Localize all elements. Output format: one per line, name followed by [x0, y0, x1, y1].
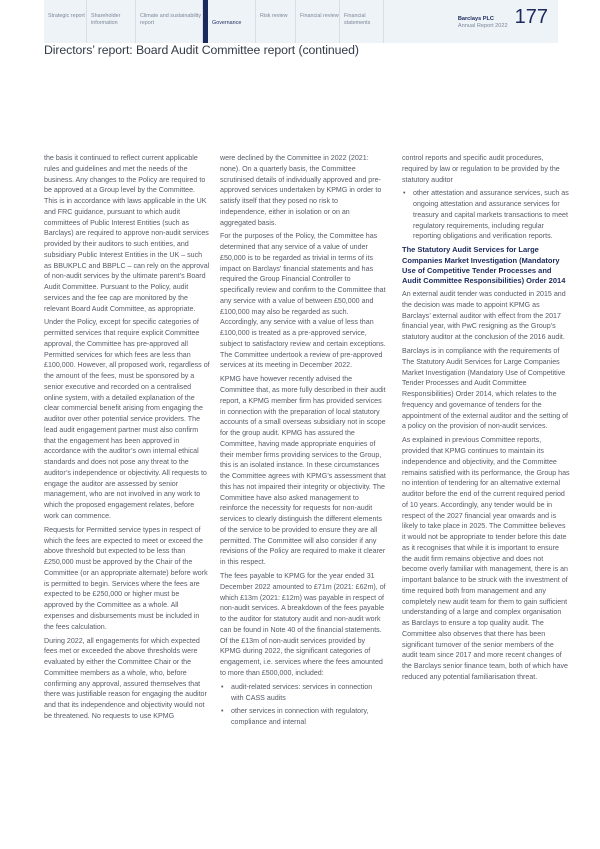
- nav-label: Governance: [212, 20, 242, 26]
- paragraph: Under the Policy, except for specific categories of permitted services that require explicit Committee approval, the Committee has pre-approved all Permitted services for which fees are less than £100,000. However, all proposed work, regardless of the amount of the fees, must be sponsored by a senior executive and recorded on a centralised online system, with a detailed explanation of the clear commercial benefit arising from engaging the auditor over other potential service providers. The lead audit engagement partner must also confirm that the engagement has been approved in accordance with the auditor’s own internal ethical standards and does not pose any threat to the auditor’s independence or objectivity. All requests to engage the auditor are assessed by senior management, who are not involved in any work to which the proposed engagement relates, before work can commence.: [44, 318, 210, 520]
- section-nav: [44, 0, 558, 43]
- nav-label: Financial review: [300, 13, 339, 19]
- bullet-item: • other attestation and assurance services, such as ongoing attestation and assurance services for treasury and capital markets transactions to meet regulatory requirements, including regular reporting obligations and verification reports.: [402, 188, 570, 242]
- paragraph: KPMG have however recently advised the Committee that, as more fully described in their audit report, a KPMG member firm has provided services in connection with the preparation of local statutory accounts of a small overseas subsidiary not in scope for the group audit. KPMG has assured the Committee, having made appropriate enquiries of their member firms providing services to the Group, this is an isolated instance. In these circumstances the Committee agrees with KPMG’s assessment that this has not impaired their integrity or objectivity. The Committee have also asked management to reinforce the necessity for requests for non-audit services to clearly distinguish the different elements of the service to be provided to ensure they are all permitted. The Committee will also consider if any revisions of the Policy are required to make it clearer in this respect.: [220, 375, 386, 567]
- paragraph: The fees payable to KPMG for the year ended 31 December 2022 amounted to £71m (2021: £62m), of which £13m (2021: £12m) was payable in respect of non-audit services. A breakdown of the fees payable to the auditor for statutory audit and non-audit work can be found in Note 40 of the financial statements. Of the £13m of non-audit services provided by KPMG during 2022, the significant categories of engagement, i.e. services where the fees amounted to more than £500,000, included:: [220, 572, 386, 677]
- column-1: [44, 153, 210, 725]
- company-name: Barclays PLC: [457, 16, 494, 22]
- paragraph: Requests for Permitted service types in respect of which the fees are expected to meet or exceed the above threshold but expected to be less than £250,000 must be approved by the Chair of the Committee (or an appropriate alternate) before work is permitted to begin. Services where the fees are expected to be £250,000 or higher must be approved by the Committee as a whole. All expenses and disbursements must be included in the fees calculation.: [44, 525, 208, 631]
- paragraph: the basis it continued to reflect current applicable rules and guidelines and met the needs of the business. Any changes to the Policy are required to be approved at a Group level by the Committee. This is in accordance with laws applicable in the UK and FRC guidance, pursuant to which audit committees of Public Interest Entities (such as Barclays) are required to approve non-audit services provided by their auditors to such entities, and subsidiary Public Interest Entities in the UK – such as BBUKPLC and BBPLC – can rely on the approval of non-audit services by the ultimate parent’s Board Audit Committee. Pursuant to the Policy, audit services and the fee cap are monitored by the relevant Board Audit Committee, as appropriate.: [44, 154, 210, 313]
- paragraph: were declined by the Committee in 2022 (2021: none). On a quarterly basis, the Committee scrutinised details of individually approved and pre-approved services undertaken by KPMG in order to satisfy itself that they posed no risk to independence, either in isolation or on an aggregated basis.: [220, 154, 382, 227]
- section-heading: The Statutory Audit Services for Large Companies Market Investigation (Mandatory Use of Competitive Tender Processes and Audit Committee Responsibilities) Order 2014: [402, 245, 566, 285]
- nav-tab-risk-review[interactable]: [256, 0, 296, 43]
- column-2: [220, 153, 386, 731]
- bullet-item: • audit-related services: services in connection with CASS audits: [220, 682, 386, 704]
- report-name: Annual Report 2022: [457, 23, 508, 29]
- report-identity: [458, 16, 508, 30]
- paragraph: Barclays is in compliance with the requirements of The Statutory Audit Services for Large Companies Market Investigation (Mandatory Use of Competitive Tender Processes and Audit Committee Responsibilities) Order 2014, which relates to the frequency and governance of tenders for the appointment of the external auditor and the setting of a policy on the provision of non-audit services.: [402, 347, 569, 431]
- nav-label: Risk review: [260, 13, 288, 19]
- nav-tab-climate-report[interactable]: [136, 0, 203, 43]
- bullet-item: • other services in connection with regulatory, compliance and internal: [220, 706, 386, 728]
- nav-label: Financial statements: [344, 13, 371, 26]
- nav-label: Climate and sustainability report: [140, 13, 202, 26]
- nav-tab-financial-review[interactable]: [296, 0, 340, 43]
- nav-tab-shareholder-information[interactable]: [87, 0, 136, 43]
- nav-label: Strategic report: [48, 13, 85, 19]
- nav-label: Shareholder information: [91, 13, 121, 26]
- nav-tab-governance[interactable]: [203, 0, 256, 43]
- nav-tab-strategic-report[interactable]: [44, 0, 87, 43]
- column-3: [402, 153, 570, 686]
- brand-area: [384, 0, 558, 43]
- paragraph: As explained in previous Committee reports, provided that KPMG continues to maintain its independence and objectivity, and the Committee remains satisfied with its performance, the Group has no intention of tendering for an alternative external auditor before the end of the current required period of 10 years. Accordingly, any tender would be in respect of the 2027 financial year onwards and is likely to take place in 2025. The Committee believes it would not be appropriate to tender before this date as it recognises that while it is important to ensure the audit firm remains objective and does not become overly familiar with management, there is an important balance to be struck with the investment of time required both from management and any completely new audit team for them to gain sufficient understanding of a large and complex organisation as Barclays to ensure a top quality audit. The Committee also observes that there has been significant turnover of the senior members of the audit team since 2017 and more recent changes of the Barclays senior finance team, both of which have reduced any potential familiarisation threat.: [402, 436, 570, 681]
- page-title: Directors’ report: Board Audit Committee report (continued): [44, 43, 359, 57]
- paragraph: During 2022, all engagements for which expected fees met or exceeded the above thresholds were evaluated by either the Committee Chair or the Committee members as a whole, who, before confirming any approval, assured themselves that there was justifiable reason for engaging the auditor and that its independence and objectivity would not be threatened. No requests to use KPMG: [44, 636, 207, 720]
- nav-tab-financial-statements[interactable]: [340, 0, 384, 43]
- paragraph: For the purposes of the Policy, the Committee has determined that any service of a value of under £50,000 is to be regarded as trivial in terms of its impact on Barclays’ financial statements and has required the Group Financial Controller to specifically review and confirm to the Committee that any service with a value of between £50,000 and £100,000 may also be regarded as such. Accordingly, any service with a value of less than £100,000 is treated as a pre-approved service, subject to satisfactory review and certain exceptions. The Committee undertook a review of pre-approved services at its meeting in December 2022.: [220, 232, 386, 370]
- page-number: 177: [514, 6, 548, 29]
- paragraph: control reports and specific audit procedures, required by law or regulation to be provided by the statutory auditor: [402, 154, 560, 184]
- paragraph: An external audit tender was conducted in 2015 and the decision was made to appoint KPMG as Barclays’ external auditor with effect from the 2017 financial year, with PwC resigning as the Group’s statutory auditor at the conclusion of the 2016 audit.: [402, 290, 566, 342]
